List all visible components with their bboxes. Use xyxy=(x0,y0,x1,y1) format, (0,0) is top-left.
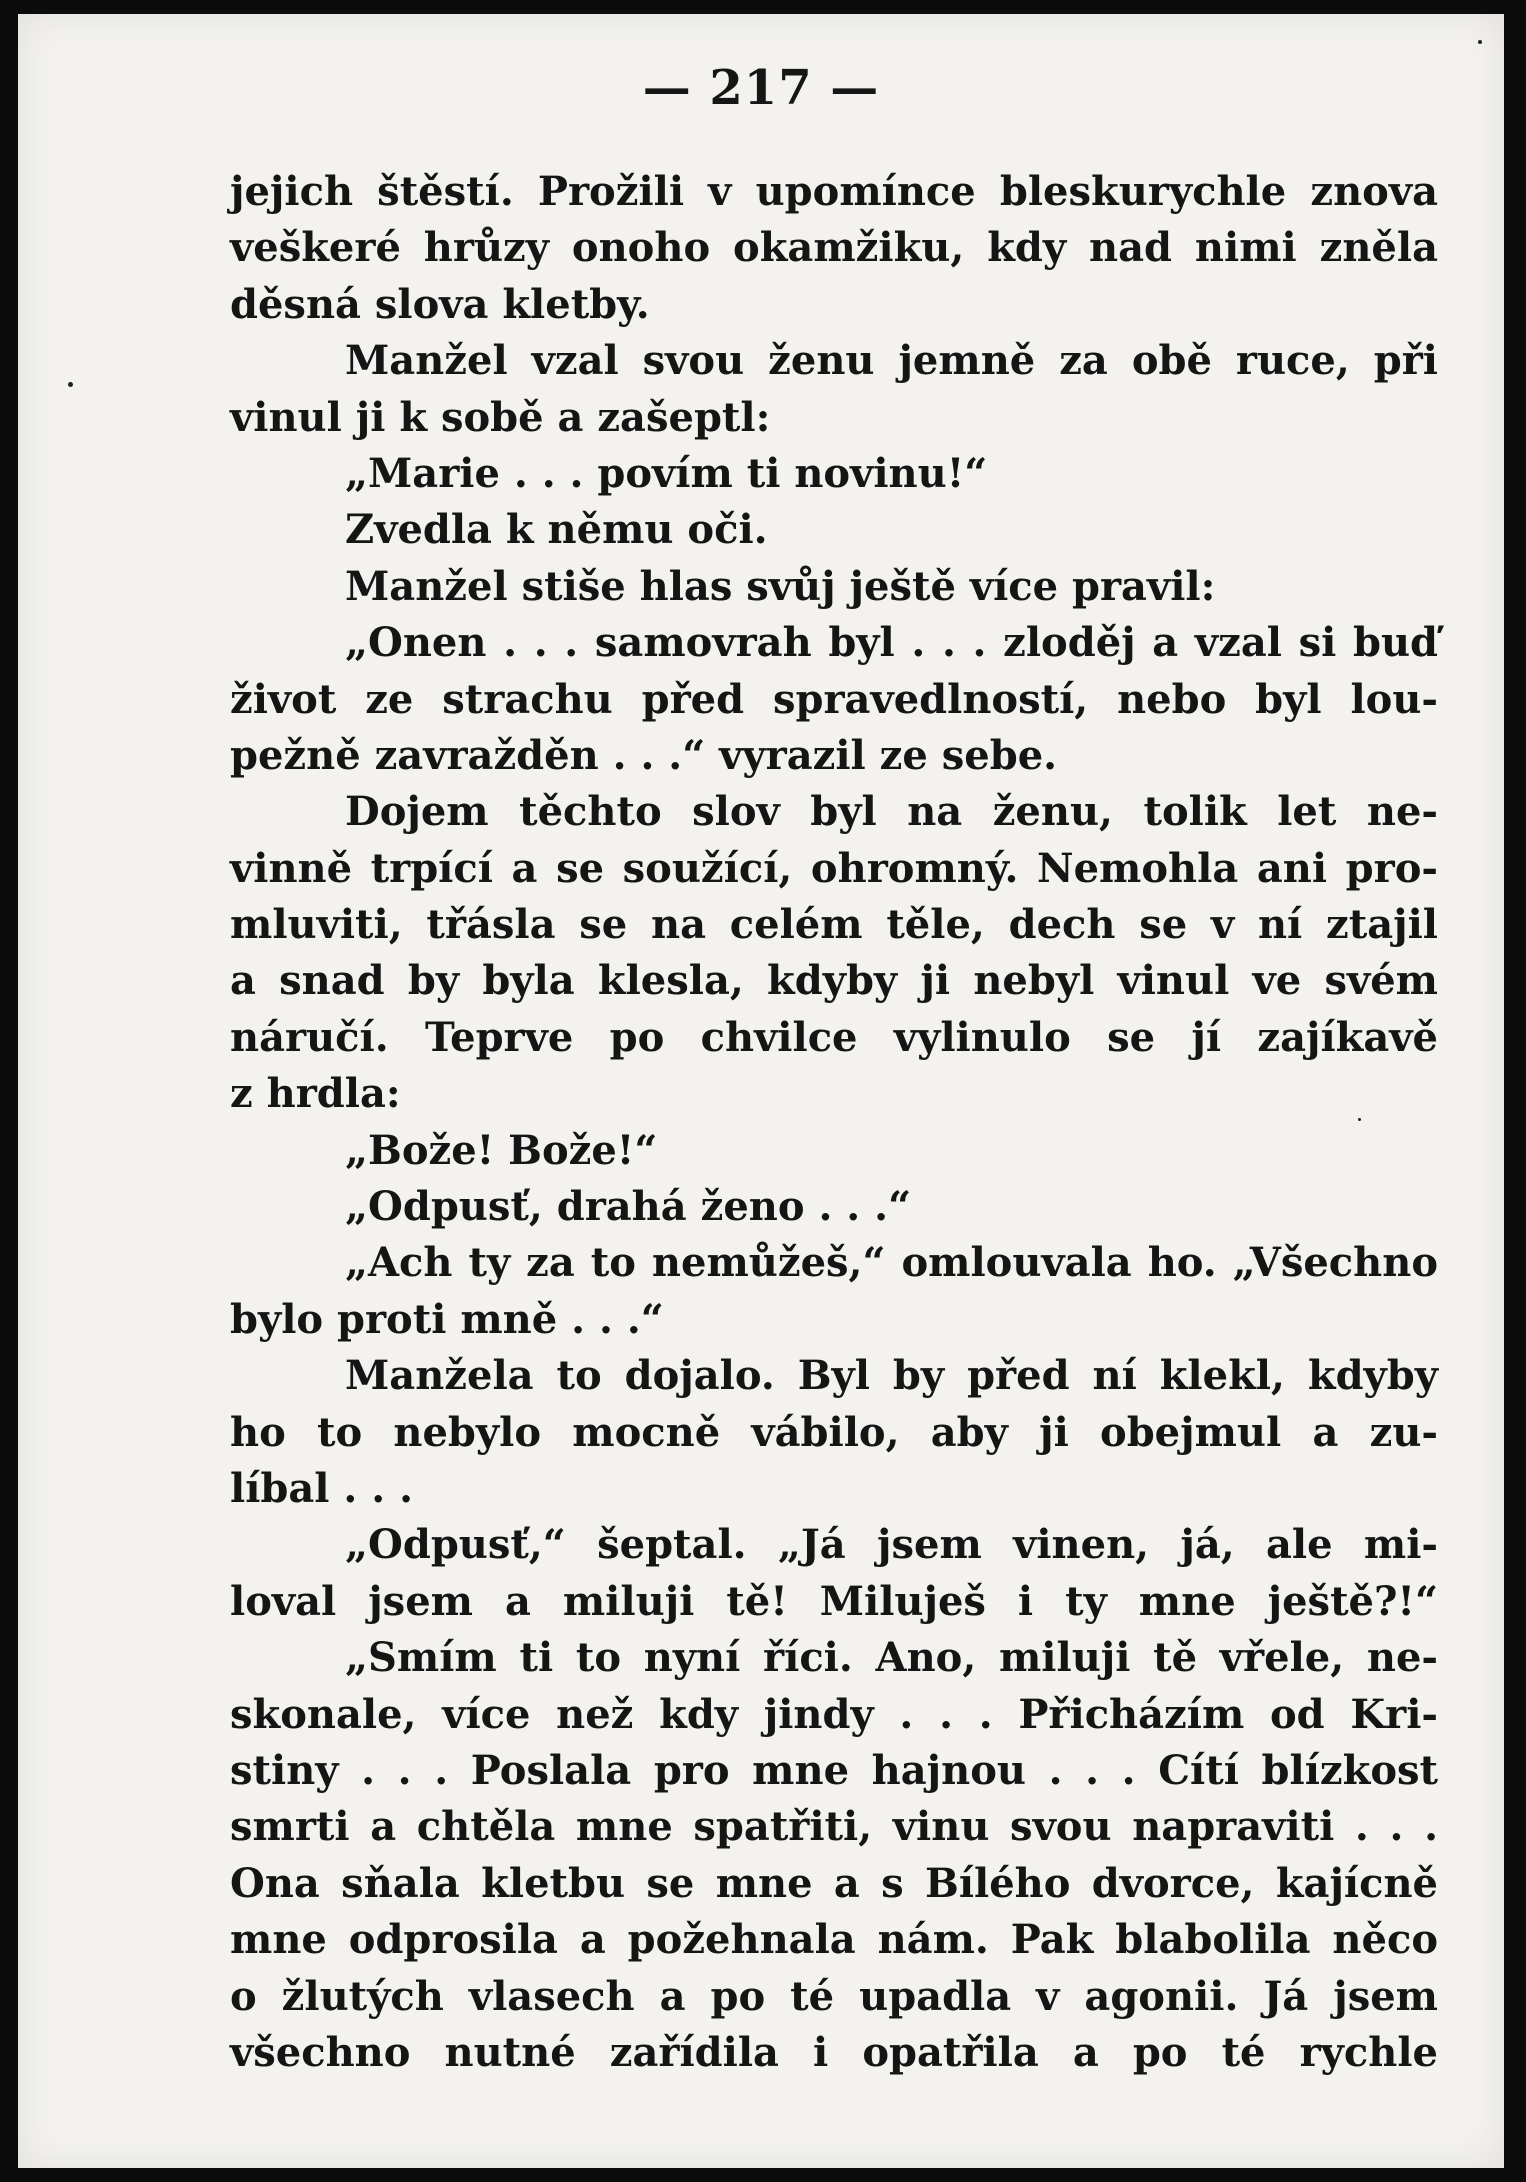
print-speck xyxy=(1358,1118,1361,1121)
text-line: a snad by byla klesla, kdyby ji nebyl vinul ve svém xyxy=(230,957,1438,1005)
text-line: Zvedla k němu oči. xyxy=(345,506,768,554)
text-line: veškeré hrůzy onoho okamžiku, kdy nad nimi zněla xyxy=(230,224,1438,272)
text-line: vinně trpící a se soužící, ohromný. Nemohla ani pro- xyxy=(230,844,1438,892)
text-line: stiny . . . Poslala pro mne hajnou . . . Cítí blízkost xyxy=(230,1746,1438,1794)
text-line: Manžel stiše hlas svůj ještě více pravil: xyxy=(345,562,1216,610)
text-line: děsná slova kletby. xyxy=(230,280,650,328)
text-line: „Onen . . . samovrah byl . . . zloděj a vzal si buď xyxy=(345,619,1438,667)
text-line: náručí. Teprve po chvilce vylinulo se jí zajíkavě xyxy=(230,1013,1438,1061)
text-line: o žlutých vlasech a po té upadla v agonii. Já jsem xyxy=(230,1972,1438,2020)
text-line: jejich štěstí. Prožili v upomínce bleskurychle znova xyxy=(230,168,1438,215)
text-line: „Smím ti to nyní říci. Ano, miluji tě vřele, ne- xyxy=(345,1634,1438,1682)
text-line: bylo proti mně . . .“ xyxy=(230,1295,664,1343)
text-line: „Ach ty za to nemůžeš,“ omlouvala ho. „Všechno xyxy=(345,1239,1438,1287)
text-line: Manžel vzal svou ženu jemně za obě ruce, při xyxy=(345,337,1438,385)
text-line: z hrdla: xyxy=(230,1070,401,1118)
print-speck xyxy=(68,382,73,387)
text-line: smrti a chtěla mne spatřiti, vinu svou napraviti . . . xyxy=(230,1803,1438,1851)
text-line: pežně zavražděn . . .“ vyrazil ze sebe. xyxy=(230,731,1058,779)
page-number: — 217 — xyxy=(642,60,880,116)
print-speck xyxy=(1478,40,1482,44)
text-line: loval jsem a miluji tě! Miluješ i ty mne ještě?!“ xyxy=(230,1577,1438,1625)
text-line: mne odprosila a požehnala nám. Pak blabolila něco xyxy=(230,1916,1438,1964)
text-line: Ona sňala kletbu se mne a s Bílého dvorce, kajícně xyxy=(230,1859,1438,1907)
book-page xyxy=(18,14,1504,2168)
text-line: Dojem těchto slov byl na ženu, tolik let ne- xyxy=(345,788,1438,836)
text-line: „Odpusť,“ šeptal. „Já jsem vinen, já, ale mi- xyxy=(345,1521,1438,1569)
text-line: život ze strachu před spravedlností, nebo byl lou- xyxy=(230,675,1438,723)
body-text xyxy=(230,164,1438,2081)
text-line: Manžela to dojalo. Byl by před ní klekl, kdyby xyxy=(345,1352,1438,1400)
text-line: „Bože! Bože!“ xyxy=(345,1126,658,1174)
text-line: mluviti, třásla se na celém těle, dech se v ní ztajil xyxy=(230,901,1438,949)
text-line: „Odpusť, drahá ženo . . .“ xyxy=(345,1183,912,1231)
text-line: ho to nebylo mocně vábilo, aby ji obejmul a zu- xyxy=(230,1408,1438,1456)
text-line: všechno nutné zařídila i opatřila a po té rychle xyxy=(230,2028,1438,2076)
text-line: skonale, více než kdy jindy . . . Přicházím od Kri- xyxy=(230,1690,1438,1738)
text-line: vinul ji k sobě a zašeptl: xyxy=(230,393,771,441)
text-line: „Marie . . . povím ti novinu!“ xyxy=(345,449,988,497)
text-line: líbal . . . xyxy=(230,1464,414,1512)
